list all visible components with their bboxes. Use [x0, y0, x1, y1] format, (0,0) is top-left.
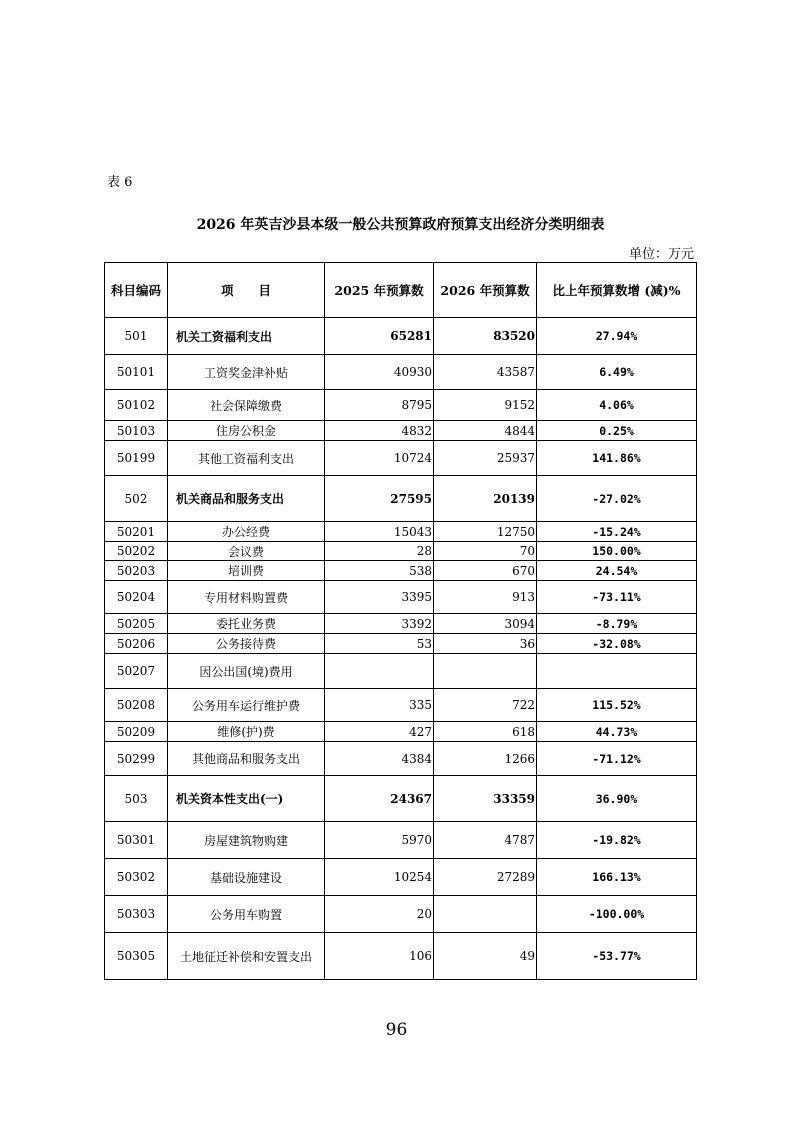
item-name-cell: 因公出国(境)费用 — [168, 654, 325, 689]
value-2026-cell: 70 — [434, 542, 537, 561]
change-percent-cell: -100.00% — [537, 896, 697, 933]
value-2026-cell: 83520 — [434, 318, 537, 355]
item-name-cell: 社会保障缴费 — [168, 390, 325, 421]
code-cell: 50203 — [105, 561, 168, 581]
table-row — [105, 933, 697, 980]
value-2026-cell — [434, 896, 537, 933]
value-2026-cell: 4787 — [434, 822, 537, 859]
code-cell: 50305 — [105, 933, 168, 980]
item-name-cell: 房屋建筑物购建 — [168, 822, 325, 859]
value-2026-cell: 670 — [434, 561, 537, 581]
value-2026-cell: 20139 — [434, 476, 537, 522]
change-percent-cell: 24.54% — [537, 561, 697, 581]
value-2025-cell — [325, 654, 434, 689]
item-name-cell: 公务接待费 — [168, 634, 325, 654]
code-cell: 50299 — [105, 742, 168, 776]
code-cell: 50101 — [105, 355, 168, 390]
table-row — [105, 561, 697, 581]
code-cell: 50103 — [105, 421, 168, 441]
code-cell: 50204 — [105, 581, 168, 614]
item-name-cell: 工资奖金津补贴 — [168, 355, 325, 390]
code-cell: 50205 — [105, 614, 168, 634]
value-2026-cell: 913 — [434, 581, 537, 614]
item-name-cell: 公务用车购置 — [168, 896, 325, 933]
item-name-cell: 土地征迁补偿和安置支出 — [168, 933, 325, 980]
change-percent-cell: 150.00% — [537, 542, 697, 561]
table-row — [105, 421, 697, 441]
value-2026-cell: 618 — [434, 722, 537, 742]
table-row — [105, 689, 697, 722]
value-2026-cell: 4844 — [434, 421, 537, 441]
item-name-cell: 会议费 — [168, 542, 325, 561]
header-change: 比上年预算数增 (减)% — [537, 263, 697, 318]
change-percent-cell: 0.25% — [537, 421, 697, 441]
value-2025-cell: 65281 — [325, 318, 434, 355]
item-name-cell: 委托业务费 — [168, 614, 325, 634]
change-percent-cell: -19.82% — [537, 822, 697, 859]
change-percent-cell: -53.77% — [537, 933, 697, 980]
code-cell: 50208 — [105, 689, 168, 722]
value-2025-cell: 3392 — [325, 614, 434, 634]
value-2025-cell: 53 — [325, 634, 434, 654]
value-2025-cell: 24367 — [325, 776, 434, 822]
item-name-cell: 其他工资福利支出 — [168, 441, 325, 476]
code-cell: 50303 — [105, 896, 168, 933]
value-2025-cell: 28 — [325, 542, 434, 561]
value-2025-cell: 106 — [325, 933, 434, 980]
change-percent-cell: -8.79% — [537, 614, 697, 634]
category-row — [105, 318, 697, 355]
change-percent-cell: 4.06% — [537, 390, 697, 421]
table-row — [105, 581, 697, 614]
code-cell: 503 — [105, 776, 168, 822]
table-row — [105, 355, 697, 390]
value-2026-cell: 49 — [434, 933, 537, 980]
item-name-cell: 机关资本性支出(一) — [168, 776, 325, 822]
change-percent-cell: -15.24% — [537, 522, 697, 542]
header-item: 项 目 — [168, 263, 325, 318]
code-cell: 50102 — [105, 390, 168, 421]
item-name-cell: 维修(护)费 — [168, 722, 325, 742]
item-name-cell: 专用材料购置费 — [168, 581, 325, 614]
table-body — [105, 318, 697, 980]
table-row — [105, 522, 697, 542]
code-cell: 50302 — [105, 859, 168, 896]
code-cell: 501 — [105, 318, 168, 355]
value-2026-cell: 36 — [434, 634, 537, 654]
value-2026-cell: 12750 — [434, 522, 537, 542]
table-row — [105, 441, 697, 476]
item-name-cell: 培训费 — [168, 561, 325, 581]
header-2025: 2025 年预算数 — [325, 263, 434, 318]
value-2026-cell: 1266 — [434, 742, 537, 776]
budget-table — [104, 262, 697, 980]
value-2025-cell: 427 — [325, 722, 434, 742]
code-cell: 502 — [105, 476, 168, 522]
change-percent-cell: -73.11% — [537, 581, 697, 614]
table-row — [105, 896, 697, 933]
change-percent-cell: 166.13% — [537, 859, 697, 896]
code-cell: 50207 — [105, 654, 168, 689]
table-row — [105, 722, 697, 742]
value-2026-cell: 3094 — [434, 614, 537, 634]
value-2025-cell: 40930 — [325, 355, 434, 390]
page-number: 96 — [385, 1020, 408, 1040]
code-cell: 50199 — [105, 441, 168, 476]
item-name-cell: 其他商品和服务支出 — [168, 742, 325, 776]
change-percent-cell: 6.49% — [537, 355, 697, 390]
table-row — [105, 822, 697, 859]
change-percent-cell: -27.02% — [537, 476, 697, 522]
change-percent-cell: 141.86% — [537, 441, 697, 476]
item-name-cell: 机关工资福利支出 — [168, 318, 325, 355]
header-2026: 2026 年预算数 — [434, 263, 537, 318]
value-2026-cell — [434, 654, 537, 689]
header-row — [105, 263, 697, 318]
category-row — [105, 776, 697, 822]
table-row — [105, 614, 697, 634]
value-2026-cell: 25937 — [434, 441, 537, 476]
item-name-cell: 办公经费 — [168, 522, 325, 542]
code-cell: 50206 — [105, 634, 168, 654]
item-name-cell: 住房公积金 — [168, 421, 325, 441]
category-row — [105, 476, 697, 522]
change-percent-cell: 27.94% — [537, 318, 697, 355]
value-2025-cell: 4832 — [325, 421, 434, 441]
value-2025-cell: 10724 — [325, 441, 434, 476]
value-2025-cell: 5970 — [325, 822, 434, 859]
change-percent-cell: -32.08% — [537, 634, 697, 654]
table-row — [105, 654, 697, 689]
value-2025-cell: 10254 — [325, 859, 434, 896]
table-row — [105, 859, 697, 896]
value-2025-cell: 538 — [325, 561, 434, 581]
table-row — [105, 542, 697, 561]
value-2026-cell: 27289 — [434, 859, 537, 896]
code-cell: 50209 — [105, 722, 168, 742]
value-2025-cell: 20 — [325, 896, 434, 933]
value-2026-cell: 43587 — [434, 355, 537, 390]
value-2025-cell: 335 — [325, 689, 434, 722]
table-row — [105, 742, 697, 776]
value-2025-cell: 15043 — [325, 522, 434, 542]
item-name-cell: 机关商品和服务支出 — [168, 476, 325, 522]
value-2025-cell: 8795 — [325, 390, 434, 421]
item-name-cell: 基础设施建设 — [168, 859, 325, 896]
change-percent-cell: 36.90% — [537, 776, 697, 822]
change-percent-cell: -71.12% — [537, 742, 697, 776]
value-2025-cell: 3395 — [325, 581, 434, 614]
value-2026-cell: 722 — [434, 689, 537, 722]
budget-table-container — [104, 262, 696, 980]
table-label: 表 6 — [107, 175, 133, 190]
header-code: 科目编码 — [105, 263, 168, 318]
code-cell: 50202 — [105, 542, 168, 561]
code-cell: 50301 — [105, 822, 168, 859]
value-2026-cell: 9152 — [434, 390, 537, 421]
value-2025-cell: 4384 — [325, 742, 434, 776]
value-2025-cell: 27595 — [325, 476, 434, 522]
code-cell: 50201 — [105, 522, 168, 542]
table-row — [105, 390, 697, 421]
document-title: 2026 年英吉沙县本级一般公共预算政府预算支出经济分类明细表 — [196, 217, 605, 233]
unit-label: 单位：万元 — [628, 247, 694, 262]
value-2026-cell: 33359 — [434, 776, 537, 822]
change-percent-cell: 115.52% — [537, 689, 697, 722]
change-percent-cell: 44.73% — [537, 722, 697, 742]
change-percent-cell — [537, 654, 697, 689]
table-row — [105, 634, 697, 654]
item-name-cell: 公务用车运行维护费 — [168, 689, 325, 722]
